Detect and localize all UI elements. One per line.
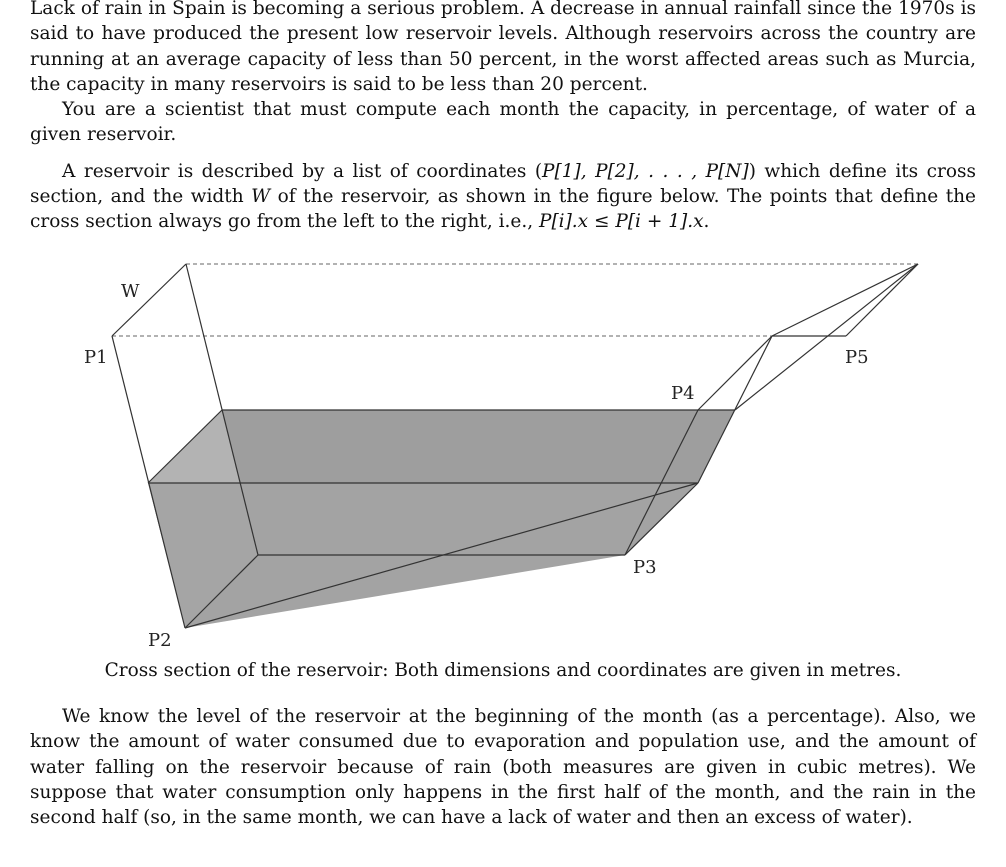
desc-part3: of the reservoir, as shown in the figure below. The points that define the cross section always go from the left to the right, i.e., xyxy=(30,186,977,233)
label-p5: P5 xyxy=(845,347,869,368)
reservoir-figure xyxy=(0,250,1006,660)
label-p2: P2 xyxy=(148,630,172,651)
paragraph-task: You are a scientist that must compute each month the capacity, in percentage, of water of a given reservoir. xyxy=(30,99,976,146)
reservoir-diagram xyxy=(0,250,1006,660)
label-p4: P4 xyxy=(671,383,695,404)
desc-part2: ) which define its cross section, and the width xyxy=(30,160,976,208)
paragraph-monthly: We know the level of the reservoir at the beginning of the month (as a percentage). Also, we know the amount of water consumed due to evaporation and population use, and the amount of water falling on the reservoir because of rain (both measures are given in cubic metres). We suppose that water consumption only happens in the first half of the month, and the rain in the second half (so, in the same month, we can have a lack of water and then an excess of water). xyxy=(30,706,976,829)
label-p1: P1 xyxy=(84,347,108,368)
problem-text xyxy=(30,0,976,235)
figure-caption: Cross section of the reservoir: Both dimensions and coordinates are given in metres. xyxy=(104,660,902,681)
desc-part4: . xyxy=(703,211,710,233)
paragraph-description xyxy=(30,159,976,235)
coords-math: P[1], P[2], . . . , P[N] xyxy=(542,160,749,182)
width-math: W xyxy=(251,186,271,208)
desc-part1: A reservoir is described by a list of coordinates ( xyxy=(62,160,543,182)
problem-text-continued xyxy=(30,704,976,830)
condition-math: P[i].x ≤ P[i + 1].x xyxy=(539,211,704,233)
label-p3: P3 xyxy=(633,557,657,578)
label-w: W xyxy=(121,281,140,302)
paragraph-intro: Lack of rain in Spain is becoming a serious problem. A decrease in annual rainfall since the 1970s is said to have produced the present low reservoir levels. Although reservoirs across the country are running at an average capacity of less than 50 percent, in the worst affected areas such as Murcia, the capacity in many reservoirs is said to be less than 20 percent. xyxy=(30,0,976,95)
